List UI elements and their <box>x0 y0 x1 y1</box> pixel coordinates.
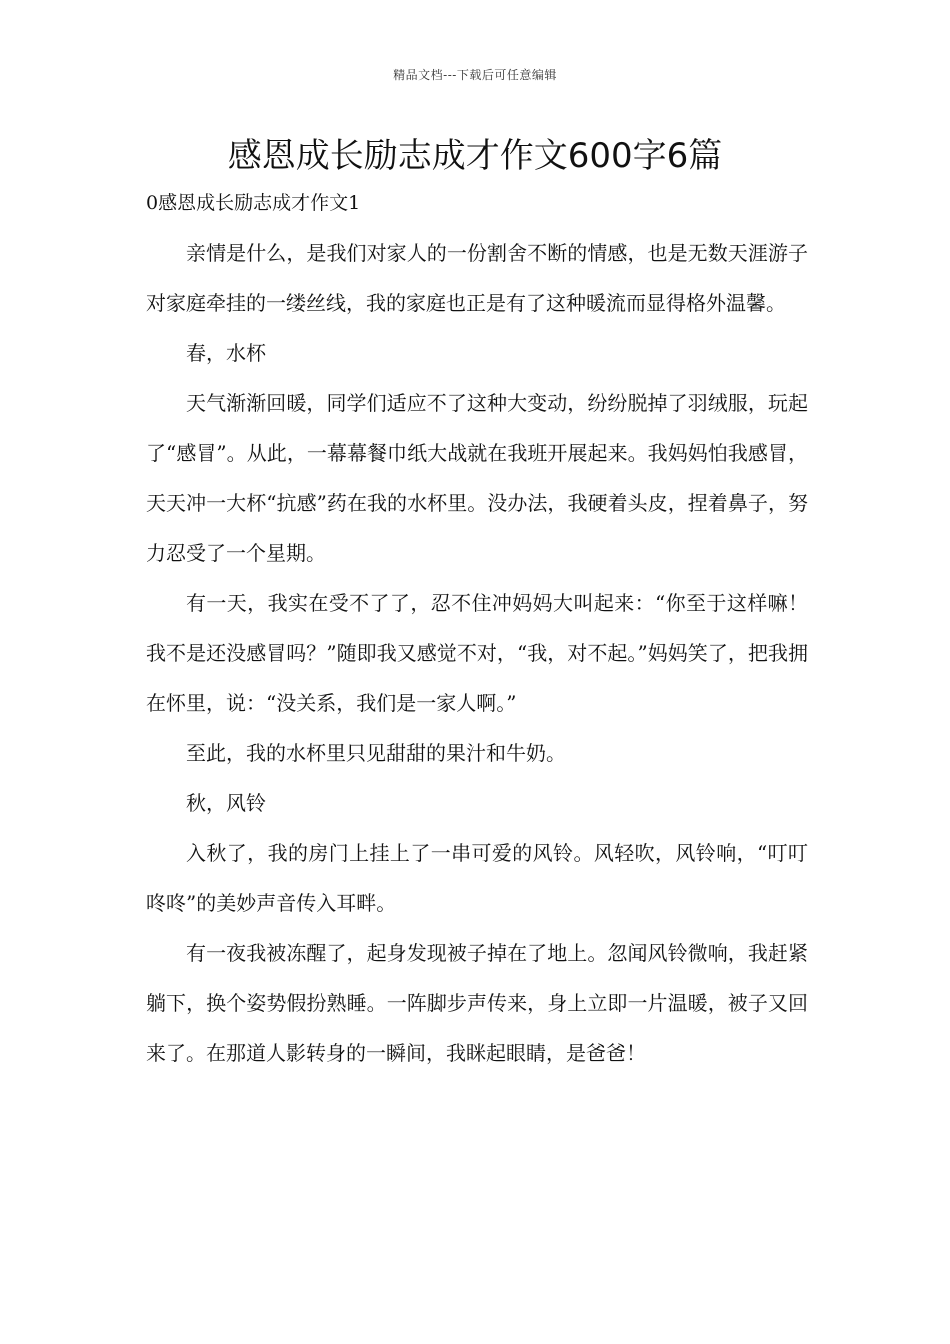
paragraph: 至此，我的水杯里只见甜甜的果汁和牛奶。 <box>186 741 566 765</box>
paragraph: 入秋了，我的房门上挂上了一串可爱的风铃。风轻吹，风铃响，“叮叮咚咚”的美妙声音传入耳畔。 <box>146 841 808 915</box>
paragraph: 有一天，我实在受不了了，忍不住冲妈妈大叫起来：“你至于这样嘛！我不是还没感冒吗？”随即我又感觉不对，“我，对不起。”妈妈笑了，把我拥在怀里，说：“没关系，我们是一家人啊。” <box>146 591 808 715</box>
document-title: 感恩成长励志成才作文600字6篇 <box>227 136 723 176</box>
paragraph: 有一夜我被冻醒了，起身发现被子掉在了地上。忽闻风铃微响，我赶紧躺下，换个姿势假扮熟睡。一阵脚步声传来，身上立即一片温暖，被子又回来了。在那道人影转身的一瞬间，我眯起眼睛，是爸爸！ <box>146 941 808 1065</box>
paragraph: 天气渐渐回暖，同学们适应不了这种大变动，纷纷脱掉了羽绒服，玩起了“感冒”。从此，一幕幕餐巾纸大战就在我班开展起来。我妈妈怕我感冒，天天冲一大杯“抗感”药在我的水杯里。没办法，我硬着头皮，捏着鼻子，努力忍受了一个星期。 <box>146 391 808 565</box>
section-subheading: 0感恩成长励志成才作文1 <box>146 192 361 214</box>
paragraph: 亲情是什么，是我们对家人的一份割舍不断的情感，也是无数天涯游子对家庭牵挂的一缕丝线，我的家庭也正是有了这种暖流而显得格外温馨。 <box>146 241 808 315</box>
paragraph: 秋，风铃 <box>186 791 266 815</box>
header-note: 精品文档---下载后可任意编辑 <box>393 68 557 82</box>
paragraph: 春，水杯 <box>186 341 266 365</box>
document-body <box>146 228 808 1078</box>
